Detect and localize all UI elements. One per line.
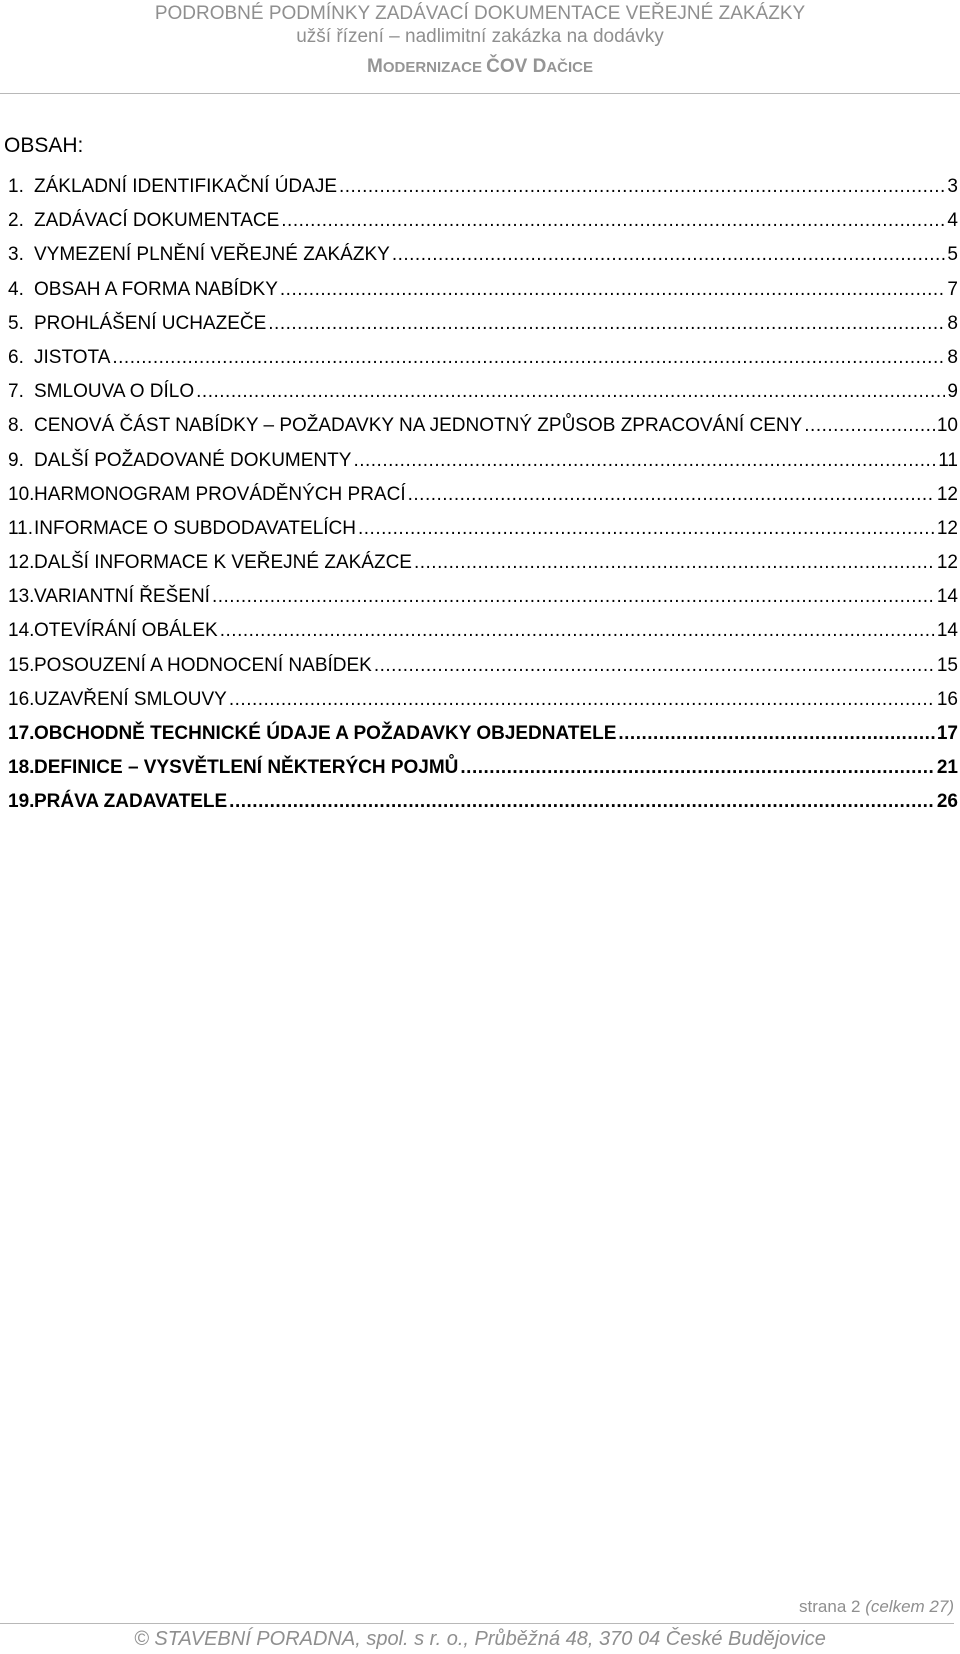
toc-entry-page: 8 <box>947 346 958 368</box>
toc-entry-title: POSOUZENÍ A HODNOCENÍ NABÍDEK <box>34 654 372 676</box>
toc-entry[interactable] <box>8 620 958 654</box>
toc-entry-page: 3 <box>947 176 958 197</box>
toc-entry-title: DALŠÍ INFORMACE K VEŘEJNÉ ZAKÁZCE <box>34 552 412 574</box>
page-number-total: (celkem 27) <box>865 1597 954 1616</box>
toc-entry[interactable] <box>8 347 958 381</box>
toc-entry-title: JISTOTA <box>34 346 111 368</box>
toc-leader-dots <box>229 791 935 813</box>
toc-leader-dots <box>339 176 945 198</box>
toc-entry-number: 11. <box>8 517 34 539</box>
toc-leader-dots <box>408 484 935 506</box>
toc-entry-number: 18. <box>8 757 35 779</box>
toc-entry-title: VARIANTNÍ ŘEŠENÍ <box>34 586 210 608</box>
toc-leader-dots <box>268 313 945 335</box>
toc-entry[interactable] <box>8 586 958 620</box>
toc-entry-title: ZÁKLADNÍ IDENTIFIKAČNÍ ÚDAJE <box>34 176 337 197</box>
toc-entry-title: OBCHODNĚ TECHNICKÉ ÚDAJE A POŽADAVKY OBJEDNATELE <box>34 723 617 744</box>
toc-leader-dots <box>353 450 936 472</box>
toc-leader-dots <box>280 279 946 301</box>
toc-entry[interactable] <box>8 723 958 757</box>
toc-entry-number: 16. <box>8 688 35 710</box>
toc-leader-dots <box>804 415 935 437</box>
toc-entry-number: 9. <box>8 449 24 471</box>
toc-entry[interactable] <box>8 552 958 586</box>
toc-leader-dots <box>358 518 935 540</box>
toc-entry[interactable] <box>8 655 958 689</box>
toc-leader-dots <box>212 586 935 608</box>
table-of-contents <box>8 176 958 826</box>
toc-entry[interactable] <box>8 279 958 313</box>
toc-entry-title: PROHLÁŠENÍ UCHAZEČE <box>34 312 267 334</box>
toc-leader-dots <box>392 244 946 266</box>
toc-leader-dots <box>112 347 945 369</box>
toc-entry-page: 12 <box>936 483 958 505</box>
toc-entry-page: 15 <box>936 654 958 676</box>
toc-entry-number: 15. <box>8 654 35 676</box>
toc-entry[interactable] <box>8 415 958 449</box>
header-project-part: ČOV D <box>486 56 547 77</box>
toc-entry[interactable] <box>8 450 958 484</box>
toc-entry-title: UZAVŘENÍ SMLOUVY <box>34 688 227 710</box>
toc-entry-title: DEFINICE – VYSVĚTLENÍ NĚKTERÝCH POJMŮ <box>34 757 459 779</box>
toc-entry-page: 10 <box>936 415 958 437</box>
toc-entry[interactable] <box>8 791 958 825</box>
toc-leader-dots <box>229 689 935 711</box>
toc-entry-page: 4 <box>947 210 958 232</box>
toc-entry-number: 10. <box>8 483 35 505</box>
toc-entry-page: 8 <box>947 312 958 334</box>
toc-entry-number: 3. <box>8 244 24 266</box>
toc-entry-page: 14 <box>936 620 958 642</box>
toc-entry-page: 12 <box>936 552 958 574</box>
toc-entry-page: 12 <box>936 517 958 539</box>
toc-entry[interactable] <box>8 757 958 791</box>
toc-entry[interactable] <box>8 210 958 244</box>
toc-entry-page: 14 <box>936 586 958 608</box>
toc-leader-dots <box>220 620 935 642</box>
toc-entry-page: 9 <box>947 381 958 403</box>
toc-entry[interactable] <box>8 176 958 210</box>
page-number-current: strana 2 <box>799 1597 866 1616</box>
toc-entry-number: 14. <box>8 620 35 642</box>
toc-entry-title: PRÁVA ZADAVATELE <box>34 791 228 813</box>
header-project-part: AČICE <box>546 59 594 76</box>
toc-entry-page: 26 <box>936 791 958 813</box>
toc-entry-number: 2. <box>8 210 24 232</box>
toc-entry-title: ZADÁVACÍ DOKUMENTACE <box>34 210 280 232</box>
toc-entry-title: VYMEZENÍ PLNĚNÍ VEŘEJNÉ ZAKÁZKY <box>34 244 390 266</box>
toc-entry-number: 5. <box>8 312 24 334</box>
toc-heading: OBSAH: <box>4 134 84 157</box>
toc-entry[interactable] <box>8 484 958 518</box>
toc-entry-title: DALŠÍ POŽADOVANÉ DOKUMENTY <box>34 449 352 471</box>
footer-company-info: © STAVEBNÍ PORADNA, spol. s r. o., Průběžná 48, 370 04 České Budějovice <box>134 1628 826 1650</box>
toc-entry-page: 16 <box>936 688 958 710</box>
header-project-name <box>0 55 960 80</box>
toc-entry-title: OBSAH A FORMA NABÍDKY <box>34 278 278 300</box>
toc-entry[interactable] <box>8 381 958 415</box>
toc-entry-page: 5 <box>947 244 958 266</box>
header-project-part: M <box>366 56 383 77</box>
toc-entry-page: 11 <box>938 449 958 471</box>
toc-entry-number: 6. <box>8 346 24 368</box>
toc-entry-title: SMLOUVA O DÍLO <box>34 381 195 403</box>
toc-entry-number: 1. <box>8 176 24 197</box>
toc-leader-dots <box>196 381 945 403</box>
header-procedure-type: užší řízení – nadlimitní zakázka na dodávky <box>296 26 664 47</box>
toc-entry-page: 7 <box>947 278 958 300</box>
toc-entry-number: 4. <box>8 278 24 300</box>
toc-leader-dots <box>281 210 945 232</box>
header-document-title: PODROBNÉ PODMÍNKY ZADÁVACÍ DOKUMENTACE VEŘEJNÉ ZAKÁZKY <box>154 3 806 24</box>
toc-leader-dots <box>414 552 935 574</box>
footer-divider <box>0 1623 954 1624</box>
toc-entry-title: INFORMACE O SUBDODAVATELÍCH <box>34 517 356 539</box>
toc-entry-page: 21 <box>936 757 958 779</box>
page-number <box>0 1596 954 1618</box>
toc-leader-dots <box>460 757 934 779</box>
toc-entry[interactable] <box>8 313 958 347</box>
header-project-part: ODERNIZACE <box>382 59 487 76</box>
toc-entry-number: 17. <box>8 723 35 744</box>
toc-entry-number: 7. <box>8 381 24 403</box>
toc-entry[interactable] <box>8 244 958 278</box>
toc-leader-dots <box>618 723 934 745</box>
toc-entry-number: 12. <box>8 552 35 574</box>
toc-entry[interactable] <box>8 689 958 723</box>
header-divider <box>0 93 960 94</box>
toc-entry-title: CENOVÁ ČÁST NABÍDKY – POŽADAVKY NA JEDNOTNÝ ZPŮSOB ZPRACOVÁNÍ CENY <box>34 415 803 437</box>
toc-leader-dots <box>374 655 935 677</box>
toc-entry-page: 17 <box>936 723 958 744</box>
toc-entry[interactable] <box>8 518 958 552</box>
toc-entry-title: HARMONOGRAM PROVÁDĚNÝCH PRACÍ <box>34 483 406 505</box>
toc-entry-title: OTEVÍRÁNÍ OBÁLEK <box>34 620 218 642</box>
toc-entry-number: 19. <box>8 791 35 813</box>
toc-entry-number: 13. <box>8 586 35 608</box>
toc-entry-number: 8. <box>8 415 24 437</box>
